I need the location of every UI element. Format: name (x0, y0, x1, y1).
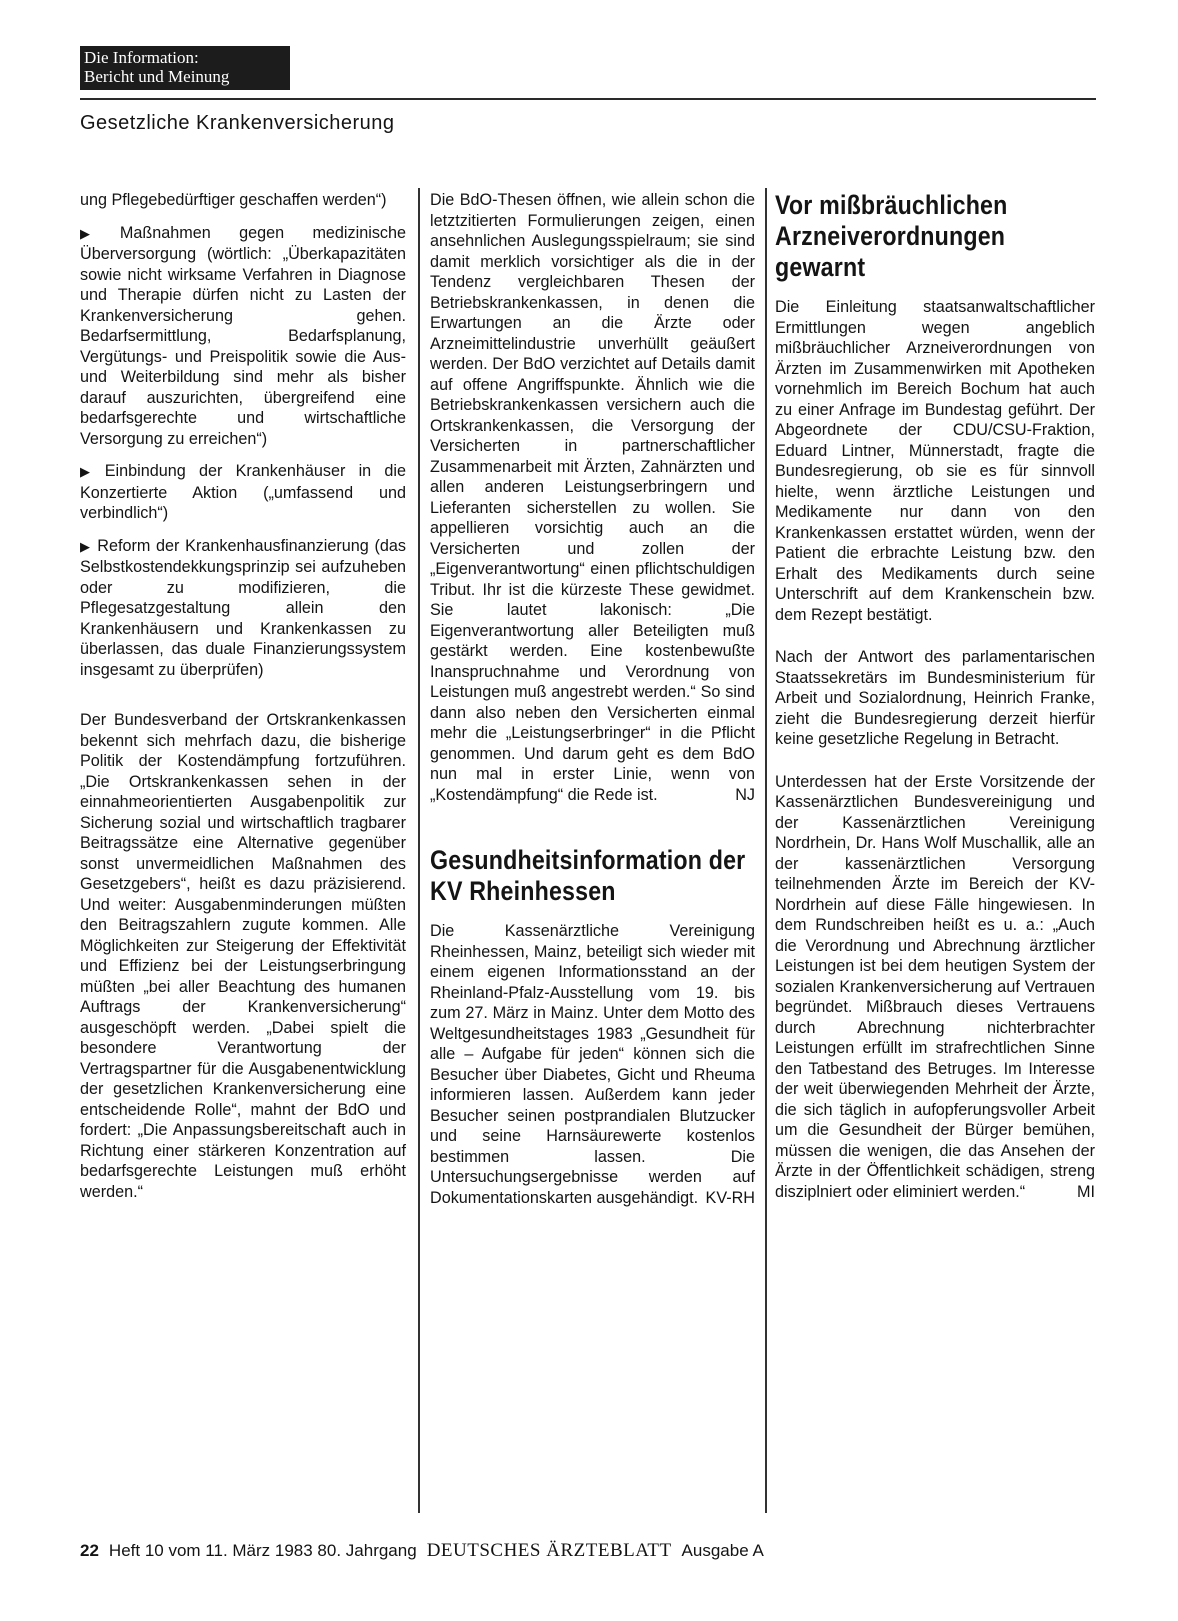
magazine-name: DEUTSCHES ÄRZTEBLATT (426, 1540, 672, 1561)
paragraph-text: Einbindung der Krankenhäuser in die Konzertierte Aktion („umfassend und verbindlich“) (80, 462, 407, 522)
paragraph-text: Unterdessen hat der Erste Vorsitzende der Kassenärztlichen Bundesvereinigung und der Kassenärztlichen Vereinigung Nordrhein, Dr. Hans Wolf Muschallik, alle an der kassenärztlichen Versorgung teilnehmenden Ärzte im Bereich der KV-Nordrhein auf diese Fälle hingewiesen. In dem Rundschreiben heißt es u. a.: „Auch die Verordnung und Abrechnung ärztlicher Leistungen ist bei dem heutigen System der sozialen Krankenversicherung auf Vertrauen begründet. Mißbrauch dieses Vertrauens durch Abrechnung nichterbrachter Leistungen erfüllt im strafrechtlichen Sinne den Tatbestand des Betruges. Im Interesse der weit überwiegenden Mehrheit der Ärzte, die sich täglich in aufopferungsvoller Arbeit um die Gesundheit der Bürger bemühen, müssen die wenigen, die das Ansehen der Ärzte in der Öffentlichkeit schädigen, streng disziplniert oder eliminiert werden.“ (775, 772, 1095, 1201)
author-signature: KV-RH (705, 1188, 755, 1207)
article-heading: Gesundheitsinformation der KV Rheinhessen (430, 845, 746, 906)
header-rule (80, 98, 1096, 100)
section-label (80, 46, 290, 90)
column-divider-2 (765, 188, 767, 1513)
paragraph-text: Maßnahmen gegen medizinische Überversorgung (wörtlich: „Überkapazitäten sowie nicht wirksame Verfahren in Diagnose und Therapie dürfen nicht zu Lasten der Krankenversicherung gehen. Bedarfsermittlung, Bedarfsplanung, Vergütungs- und Preispolitik sowie die Aus- und Weiterbildung sind mehr als bisher darauf auszurichten, übergreifend eine bedarfsgerechte und wirtschaftliche Versorgung zu erreichen“) (80, 223, 407, 448)
paragraph: Der Bundesverband der Ortskrankenkassen bekennt sich mehrfach dazu, die bisherige Politik der Kostendämpfung fortzuführen. „Die Ortskrankenkassen sehen in der einnahmeorientierten Ausgabenpolitik zur Sicherung sozial und wirtschaftlich tragbarer Beitragssätze eine Alternative gegenüber sonst unvermeidlichen Maßnahmen des Gesetzgebers“, heißt es dazu präzisierend. Und weiter: Ausgabenminderungen müßten den Beitragszahlern zugute kommen. Alle Möglichkeiten zur Steigerung der Effektivität und Effizienz bei der Leistungserbringung müßten „bei aller Beachtung des humanen Auftrags der Krankenversicherung“ ausgeschöpft werden. „Dabei spielt die besondere Verantwortung der Vertragspartner für die Ausgabenentwicklung der gesetzlichen Krankenversicherung eine entscheidende Rolle“, mahnt der BdO und fordert: „Die Anpassungsbereitschaft auch in Richtung einer stärkeren Konzentration auf bedarfsgerechte Leistungen muß erhöht werden.“ (80, 711, 406, 1201)
paragraph: Nach der Antwort des parlamentarischen Staatssekretärs im Bundesministerium für Arbeit und Sozialordnung, Heinrich Franke, zieht die Bundesregierung derzeit hierfür keine gesetzliche Regelung in Betracht. (775, 648, 1095, 748)
paragraph: ung Pflegebedürftiger geschaffen werden“) (80, 191, 387, 209)
article-column-2 (430, 190, 755, 1220)
paragraph-text: Reform der Krankenhausfinanzierung (das Selbstkostendekkungsprinzip sei aufzuheben oder zu modifizieren, die Pflegesatzgestaltung allein den Krankenhäusern und Krankenkassen zu überlassen, das duale Finanzierungssystem insgesamt zu überprüfen) (80, 536, 406, 679)
article-column-1 (80, 190, 406, 1214)
issue-info: Heft 10 vom 11. März 1983 80. Jahrgang (108, 1541, 417, 1560)
section-label-line2: Bericht und Meinung (84, 67, 230, 86)
paragraph (775, 772, 1095, 1203)
author-signature: MI (1077, 1182, 1095, 1201)
paragraph (430, 190, 755, 805)
edition-label: Ausgabe A (681, 1541, 764, 1560)
bullet-paragraph (80, 223, 406, 450)
paragraph (430, 921, 755, 1208)
article-heading: Vor mißbräuchlichen Arzneiverordnungen gewarnt (775, 190, 1008, 282)
page-number: 22 (80, 1541, 99, 1560)
page-footer (80, 1540, 764, 1562)
paragraph: Die Einleitung staatsanwaltschaftlicher Ermittlungen wegen angeblich mißbräuchlicher Arzneiverordnungen von Ärzten im Zusammenwirken mit Apotheken vornehmlich im Bereich Bochum hat auch zu einer Anfrage im Bundestag geführt. Der Abgeordnete der CDU/CSU-Fraktion, Eduard Lintner, Münnerstadt, fragte die Bundesregierung, ob sie es für sinnvoll hielte, wenn ärztliche Leistungen und Medikamente nur dann von den Krankenkassen erstattet würden, wenn der Patient die erbrachte Leistung bzw. den Erhalt des Medikaments durch seine Unterschrift auf dem Krankenschein bzw. dem Rezept bestätigt. (775, 298, 1095, 624)
rubric-title: Gesetzliche Krankenversicherung (80, 112, 395, 134)
paragraph-text: Die Kassenärztliche Vereinigung Rheinhessen, Mainz, beteiligt sich wieder mit einem eigenen Informationsstand an der Rheinland-Pfalz-Ausstellung vom 19. bis zum 27. März in Mainz. Unter dem Motto des Weltgesundheitstages 1983 „Gesundheit für alle – Aufgabe für jeden“ können sich die Besucher über Diabetes, Gicht und Rheuma informieren lassen. Außerdem kann jeder Besucher seinen postprandialen Blutzucker und seine Harnsäurewerte kostenlos bestimmen lassen. Die Untersuchungsergebnisse werden auf Dokumentationskarten ausgehändigt. (430, 922, 755, 1207)
article-column-3 (775, 190, 1095, 1214)
author-signature: NJ (735, 785, 755, 804)
paragraph-text: Die BdO-Thesen öffnen, wie allein schon die letztzitierten Formulierungen zeigen, einen ansehnlichen Auslegungsspielraum; sie sind damit merklich vorsichtiger als die in der Tendenz vergleichbaren Thesen der Betriebskrankenkassen, in denen die Erwartungen an die Ärzte oder Arzneimittelindustrie unverhüllt geäußert werden. Der BdO verzichtet auf Details damit auf offene Angriffspunkte. Ähnlich wie die Betriebskrankenkassen versichern auch die Ortskrankenkassen, die Versorgung der Versicherten in partnerschaftlicher Zusammenarbeit mit Ärzten, Zahnärzten und allen anderen Leistungserbringern und Lieferanten sicherstellen zu wollen. Sie appellieren vorsichtig auch an die Versicherten und zollen der „Eigenverantwortung“ einen pflichtschuldigen Tribut. Ihr ist die kürzeste These gewidmet. Sie lautet lakonisch: „Die Eigenverantwortung aller Beteiligten muß gestärkt werden. Eine kostenbewußte Inanspruchnahme und Verordnung von Leistungen muß angestrebt werden.“ So sind dann also neben den Versicherten einmal mehr die „Leistungserbringer“ in die Pflicht genommen. Und darum geht es dem BdO nun mal in erster Linie, wenn von „Kostendämpfung“ die Rede ist. (430, 191, 755, 804)
bullet-paragraph (80, 536, 406, 681)
bullet-paragraph (80, 461, 406, 524)
column-divider-1 (418, 188, 420, 1513)
section-label-line1: Die Information: (84, 48, 199, 67)
